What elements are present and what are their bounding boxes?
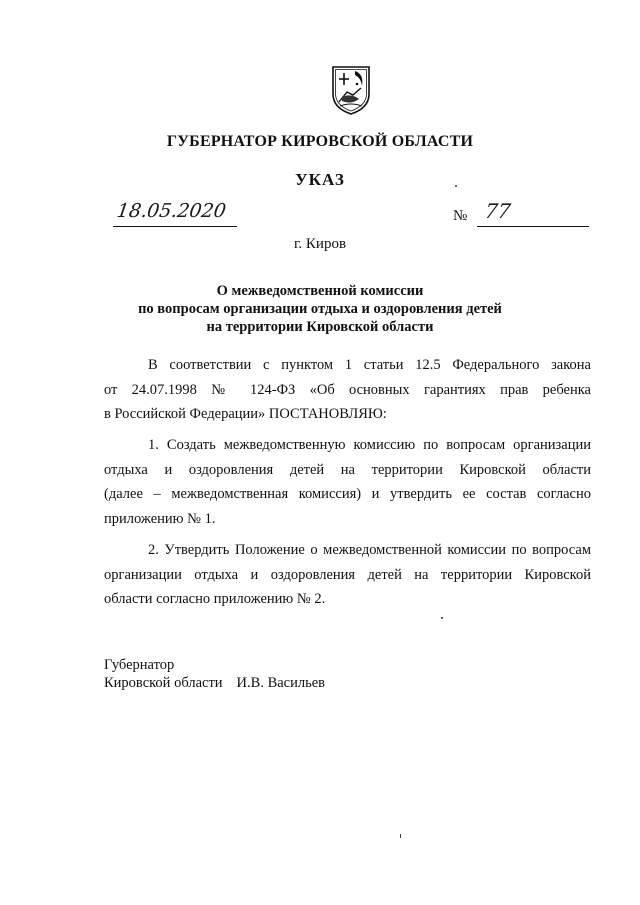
signature-block bbox=[104, 656, 325, 692]
paragraph-line: приложению № 1. bbox=[104, 510, 216, 527]
paragraph-line: отдыха и оздоровления детей на территории Кировской области bbox=[104, 461, 591, 478]
signatory-region: Кировской области bbox=[104, 675, 223, 691]
paragraph-item-1 bbox=[104, 433, 591, 531]
scan-speck bbox=[455, 185, 457, 187]
paragraph-item-2 bbox=[104, 538, 591, 612]
signatory-title: Губернатор bbox=[104, 657, 175, 673]
number-sign: № bbox=[453, 208, 468, 224]
scan-speck bbox=[400, 834, 401, 838]
paragraph-line: (далее – межведомственная комиссия) и утвердить ее состав согласно bbox=[104, 486, 591, 502]
kirov-oblast-coat-of-arms-icon bbox=[330, 64, 372, 116]
decree-subject bbox=[0, 282, 640, 336]
scan-speck bbox=[441, 617, 443, 619]
document-type: УКАЗ bbox=[295, 170, 345, 189]
issuing-authority: ГУБЕРНАТОР КИРОВСКОЙ ОБЛАСТИ bbox=[166, 133, 474, 150]
paragraph-line: организации отдыха и оздоровления детей на территории Кировской bbox=[104, 566, 591, 583]
document-number: 77 bbox=[483, 199, 513, 223]
issue-city: г. Киров bbox=[293, 236, 347, 252]
subject-line: по вопросам организации отдыха и оздоровления детей bbox=[138, 301, 502, 317]
signatory-name: И.В. Васильев bbox=[236, 675, 325, 691]
paragraph-line: области согласно приложению № 2. bbox=[104, 591, 326, 607]
paragraph-line: от 24.07.1998 № 124-ФЗ «Об основных гарантиях прав ребенка bbox=[104, 381, 591, 398]
document-number-field bbox=[453, 201, 589, 227]
document-date-field bbox=[113, 200, 237, 227]
document-date: 18.05.2020 bbox=[115, 200, 228, 222]
paragraph-line: В соответствии с пунктом 1 статьи 12.5 Федерального закона bbox=[148, 357, 591, 373]
subject-line: на территории Кировской области bbox=[206, 319, 434, 335]
subject-line: О межведомственной комиссии bbox=[216, 283, 424, 299]
paragraph-preamble bbox=[104, 353, 591, 427]
paragraph-line: в Российской Федерации» ПОСТАНОВЛЯЮ: bbox=[104, 406, 387, 422]
paragraph-line: 2. Утвердить Положение о межведомственной комиссии по вопросам bbox=[148, 542, 591, 558]
number-underline bbox=[477, 226, 589, 227]
paragraph-line: 1. Создать межведомственную комиссию по вопросам организации bbox=[148, 437, 591, 453]
